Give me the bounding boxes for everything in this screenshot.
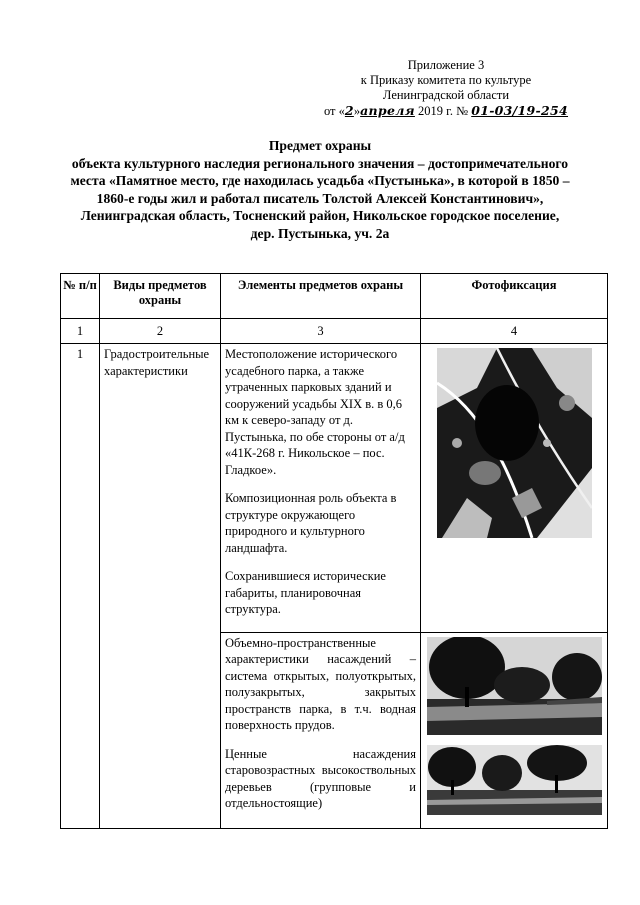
appendix-line-3: Ленинградской области xyxy=(382,88,510,102)
title-line-3: места «Памятное место, где находилась усадьба «Пустынька», в которой в 1850 – xyxy=(70,173,570,189)
row-num-text: 1 xyxy=(76,347,84,361)
row-num xyxy=(61,344,100,829)
row-photo-2 xyxy=(421,632,608,828)
protection-table xyxy=(60,273,608,829)
column-number: 1 xyxy=(61,319,100,344)
aerial-map-photo xyxy=(437,348,592,538)
row-elements-1 xyxy=(221,344,421,633)
table-row xyxy=(61,344,608,633)
elements-1-text xyxy=(221,344,420,632)
date-prefix: от « xyxy=(323,104,345,118)
column-number: 2 xyxy=(100,319,221,344)
appendix-line-2: к Приказу комитета по культуре xyxy=(360,73,532,87)
date-day: 2 xyxy=(344,103,354,118)
column-number: 4 xyxy=(421,319,608,344)
element-dimensions: Сохранившиеся исторические габариты, планировочная структура. xyxy=(225,569,386,616)
title-line-4: 1860-е годы жил и работал писатель Толстой Алексей Константинович», xyxy=(96,190,544,206)
header-num: № п/п xyxy=(61,274,100,319)
element-trees: Ценные насаждения старовозрастных высокоствольных деревьев (групповые и отдельностоящие) xyxy=(225,746,416,810)
row-type xyxy=(100,344,221,829)
header-types: Виды предметов охраны xyxy=(100,274,221,319)
appendix-block xyxy=(316,58,576,119)
title-line-2: объекта культурного наследия регионального значения – достопримечательного xyxy=(71,155,569,171)
order-number: 01-03/19-254 xyxy=(471,103,569,118)
header-elements: Элементы предметов охраны xyxy=(221,274,421,319)
header-photo: Фотофиксация xyxy=(421,274,608,319)
row-elements-2 xyxy=(221,632,421,828)
park-pond-photo xyxy=(427,637,602,735)
element-location: Местоположение исторического усадебного парка, а также утраченных парковых зданий и сооружений усадьбы XIX в. в 0,6 км к северо-западу от д. Пустынька, по обе стороны от а/д «41К-268 г. Никольское – пос. Гладкое». xyxy=(225,347,405,477)
date-year: 2019 г. № xyxy=(418,104,469,118)
document-title xyxy=(36,137,604,243)
row-type-text: Градостроительные характеристики xyxy=(104,347,210,378)
title-line-5: Ленинградская область, Тосненский район, Никольское городское поселение, xyxy=(80,208,560,224)
appendix-date-line xyxy=(316,103,576,119)
column-number-row xyxy=(61,319,608,344)
elements-2-text xyxy=(221,633,420,826)
date-month: апреля xyxy=(360,103,415,118)
table-header-row xyxy=(61,274,608,319)
date-sep: » xyxy=(353,104,361,118)
title-line-6: дер. Пустынька, уч. 2а xyxy=(250,225,390,241)
row-photo-1 xyxy=(421,344,608,633)
appendix-line-1: Приложение 3 xyxy=(407,58,485,72)
column-number: 3 xyxy=(221,319,421,344)
element-composition: Композиционная роль объекта в структуре окружающего природного и культурного ландшафта. xyxy=(225,491,397,555)
element-spatial: Объемно-пространственные характеристики насаждений – система открытых, полуоткрытых, полузакрытых, закрытых пространств парка, в т.ч. водная поверхность прудов. xyxy=(225,635,416,732)
old-trees-photo xyxy=(427,745,602,815)
title-line-1: Предмет охраны xyxy=(268,138,372,153)
